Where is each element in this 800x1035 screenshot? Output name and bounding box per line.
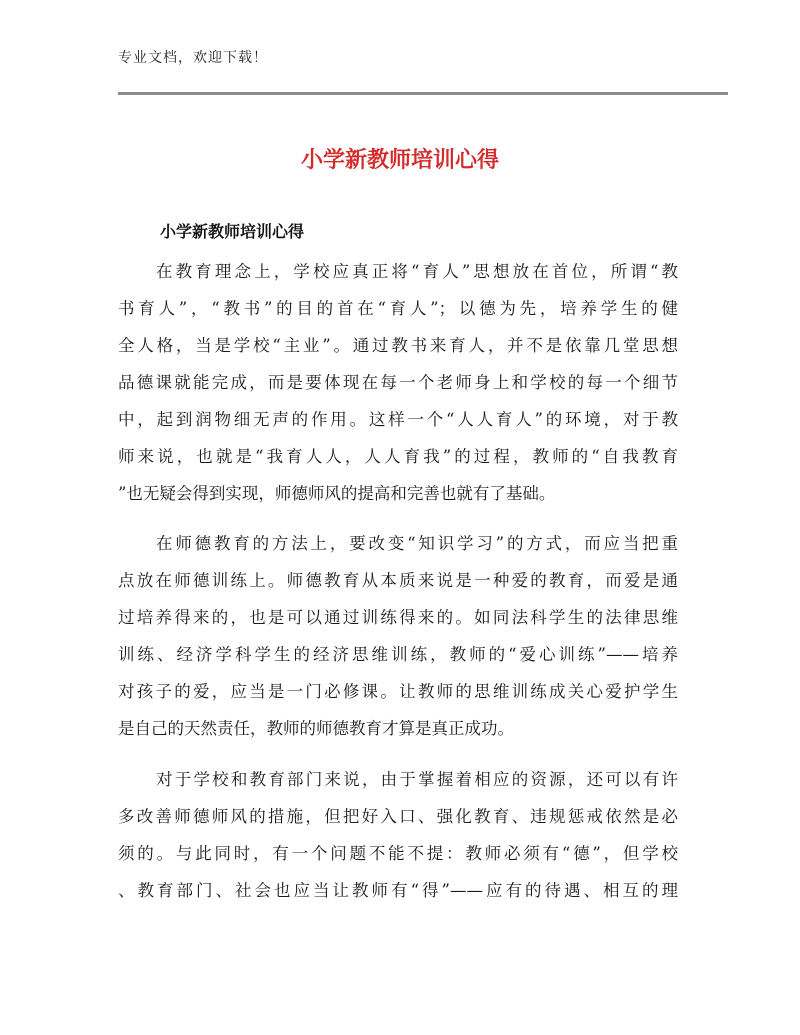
header-divider bbox=[118, 92, 728, 95]
paragraph-2-line: 在师德教育的方法上，要改变“知识学习”的方式，而应当把重 bbox=[156, 534, 678, 553]
paragraph-3-line: 须的。与此同时，有一个问题不能不提：教师必须有“德”，但学校 bbox=[118, 844, 678, 863]
document-title: 小学新教师培训心得 bbox=[300, 148, 499, 173]
paragraph-2-line: 对孩子的爱，应当是一门必修课。让教师的思维训练成关心爱护学生 bbox=[118, 682, 678, 701]
paragraph-2-line: 点放在师德训练上。师德教育从本质来说是一种爱的教育，而爱是通 bbox=[118, 571, 678, 590]
paragraph-1-line: 品德课就能完成，而是要体现在每一个老师身上和学校的每一个细节 bbox=[118, 373, 678, 392]
paragraph-1-line: 师来说，也就是“我育人人，人人育我”的过程，教师的“自我教育 bbox=[118, 447, 678, 466]
paragraph-1-line: 在教育理念上，学校应真正将“育人”思想放在首位，所谓“教 bbox=[156, 262, 678, 281]
paragraph-2-line: 过培养得来的，也是可以通过训练得来的。如同法科学生的法律思维 bbox=[118, 608, 678, 627]
paragraph-2-line: 是自己的天然责任，教师的师德教育才算是真正成功。 bbox=[118, 719, 514, 738]
paragraph-1-line: 书育人”，“教书”的目的首在“育人”；以德为先，培养学生的健 bbox=[118, 299, 678, 318]
paragraph-1-line: 中，起到润物细无声的作用。这样一个“人人育人”的环境，对于教 bbox=[118, 410, 678, 429]
paragraph-1-line: ”也无疑会得到实现，师德师风的提高和完善也就有了基础。 bbox=[118, 484, 556, 503]
paragraph-3-line: 、教育部门、社会也应当让教师有“得”——应有的待遇、相互的理 bbox=[118, 881, 678, 900]
paragraph-2-line: 训练、经济学科学生的经济思维训练，教师的“爱心训练”——培养 bbox=[118, 645, 678, 664]
paragraph-1-line: 全人格，当是学校“主业”。通过教书来育人，并不是依靠几堂思想 bbox=[118, 336, 678, 355]
section-heading: 小学新教师培训心得 bbox=[160, 222, 305, 241]
header-text: 专业文档，欢迎下载！ bbox=[118, 50, 268, 66]
paragraph-3-line: 对于学校和教育部门来说，由于掌握着相应的资源，还可以有许 bbox=[156, 770, 678, 789]
paragraph-3-line: 多改善师德师风的措施，但把好入口、强化教育、违规惩戒依然是必 bbox=[118, 807, 678, 826]
